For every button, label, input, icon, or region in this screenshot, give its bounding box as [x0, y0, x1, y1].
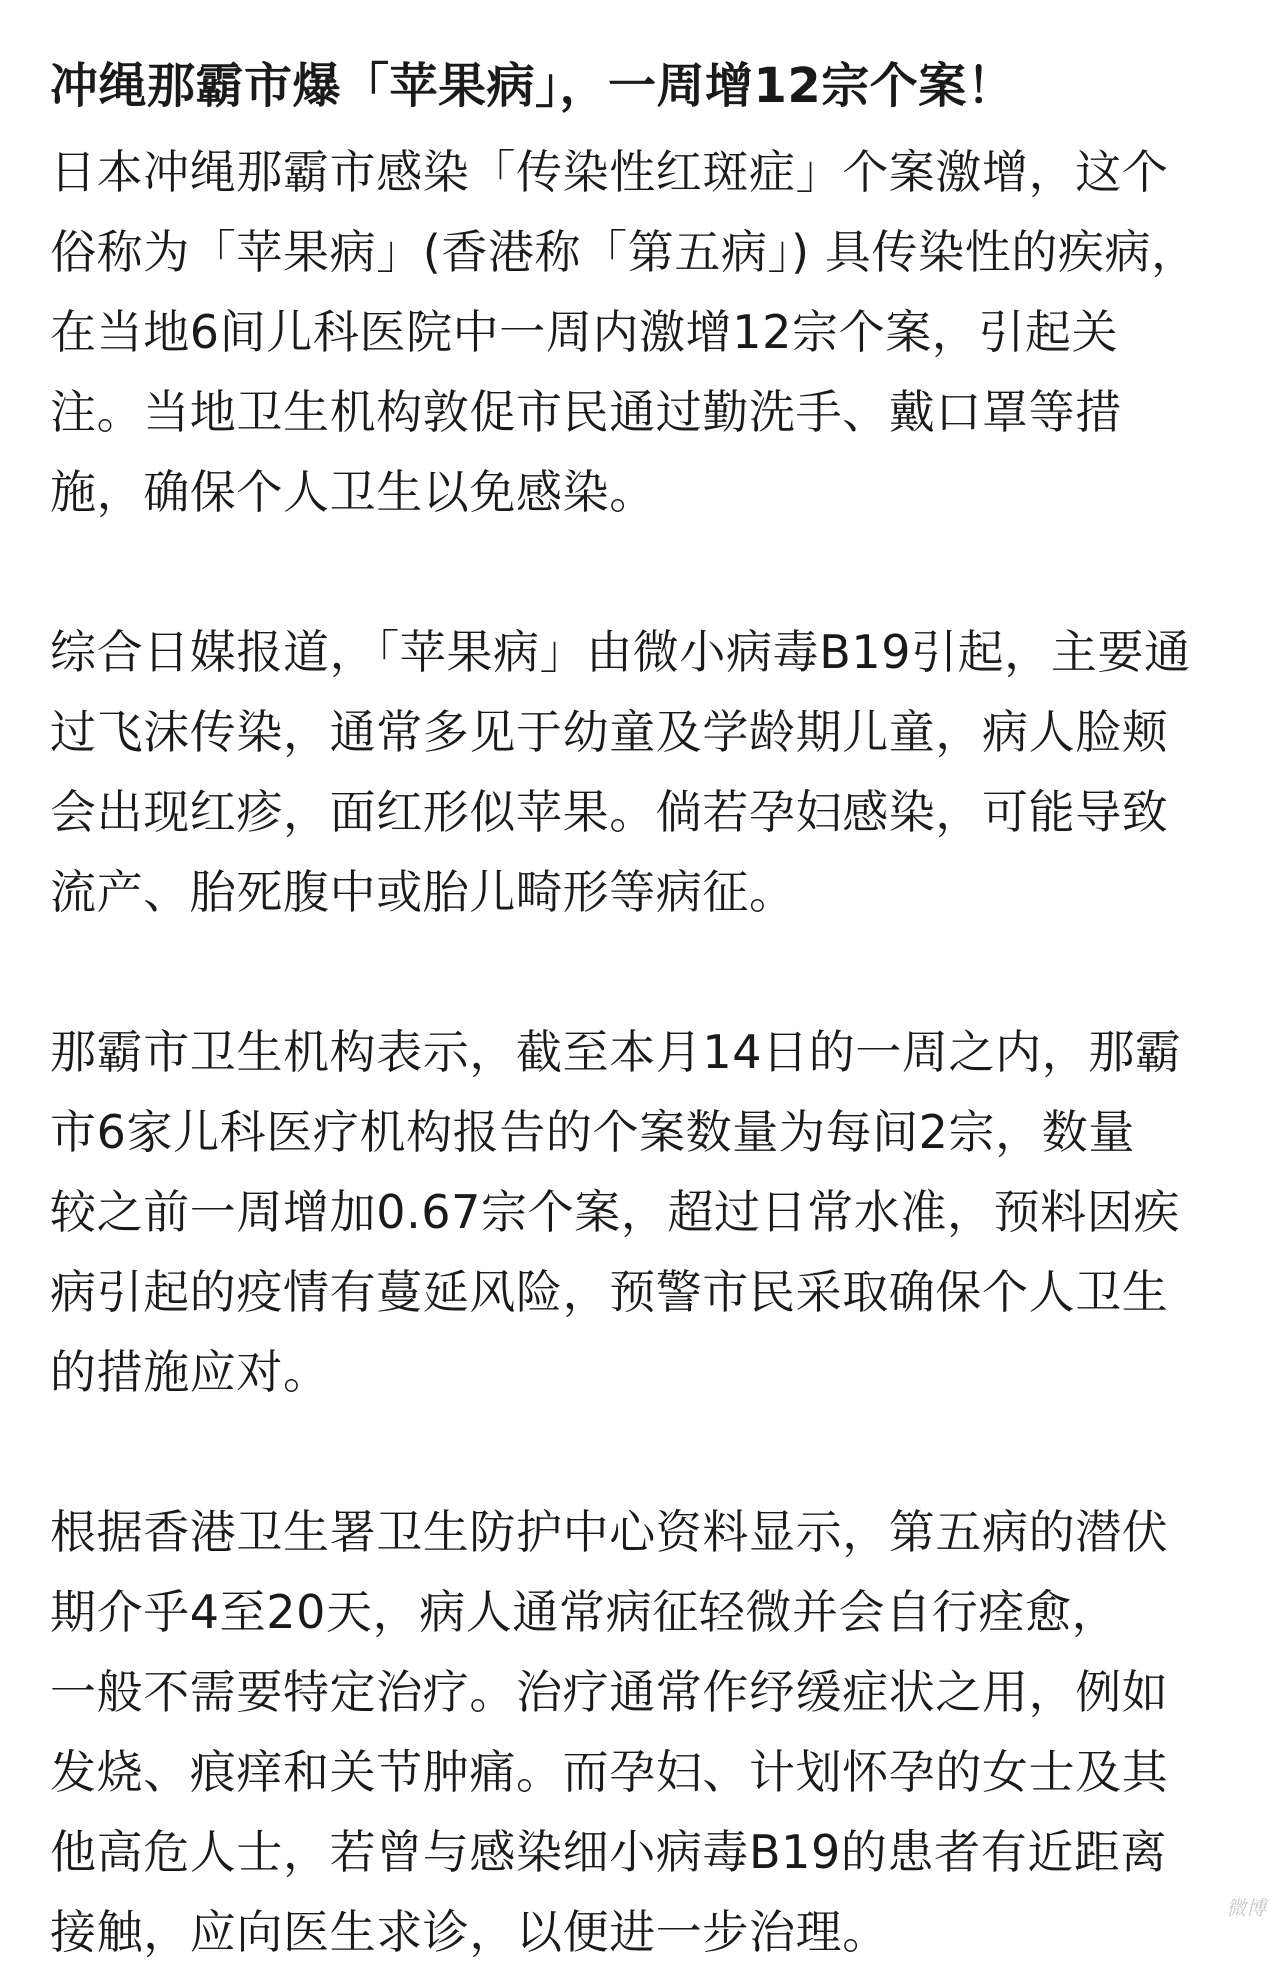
- paragraph-line: 综合日媒报道，「苹果病」由微小病毒B19引起，主要通: [50, 625, 1191, 679]
- paragraph-line: 接触，应向医生求诊，以便进一步治理。: [50, 1905, 889, 1959]
- paragraph-line: 日本冲绳那霸市感染「传染性红斑症」个案激增，这个: [50, 145, 1169, 199]
- paragraph-line: 过飞沫传染，通常多见于幼童及学龄期儿童，病人脸颊: [50, 705, 1169, 759]
- paragraph-line: 俗称为「苹果病」(香港称「第五病」) 具传染性的疾病，: [50, 225, 1198, 279]
- paragraph-line: 发烧、痕痒和关节肿痛。而孕妇、计划怀孕的女士及其: [50, 1745, 1169, 1799]
- paragraph-line: 的措施应对。: [50, 1345, 330, 1399]
- paragraph-line: 他高危人士，若曾与感染细小病毒B19的患者有近距离: [50, 1825, 1168, 1879]
- paragraph-4: [50, 1492, 1244, 1972]
- paragraph-line: 注。当地卫生机构敦促市民通过勤洗手、戴口罩等措: [50, 385, 1122, 439]
- paragraph-line: 市6家儿科医疗机构报告的个案数量为每间2宗，数量: [50, 1105, 1135, 1159]
- paragraph-line: 较之前一周增加0.67宗个案，超过日常水准，预料因疾: [50, 1185, 1181, 1239]
- paragraph-3: [50, 1012, 1244, 1412]
- paragraph-2: [50, 612, 1244, 932]
- paragraph-line: 病引起的疫情有蔓延风险，预警市民采取确保个人卫生: [50, 1265, 1169, 1319]
- paragraph-1: [50, 132, 1244, 532]
- watermark: 微博: [1226, 1896, 1266, 1920]
- paragraph-line: 那霸市卫生机构表示，截至本月14日的一周之内，那霸: [50, 1025, 1182, 1079]
- paragraph-line: 根据香港卫生署卫生防护中心资料显示，第五病的潜伏: [50, 1505, 1169, 1559]
- paragraph-line: 期介乎4至20天，病人通常病征轻微并会自行痊愈，: [50, 1585, 1119, 1639]
- article-title: 冲绳那霸市爆「苹果病」，一周增12宗个案！: [50, 58, 1016, 114]
- paragraph-line: 流产、胎死腹中或胎儿畸形等病征。: [50, 865, 796, 919]
- paragraph-line: 会出现红疹，面红形似苹果。倘若孕妇感染，可能导致: [50, 785, 1169, 839]
- paragraph-line: 在当地6间儿科医院中一周内激增12宗个案，引起关: [50, 305, 1119, 359]
- paragraph-line: 施，确保个人卫生以免感染。: [50, 465, 656, 519]
- paragraph-line: 一般不需要特定治疗。治疗通常作纾缓症状之用，例如: [50, 1665, 1169, 1719]
